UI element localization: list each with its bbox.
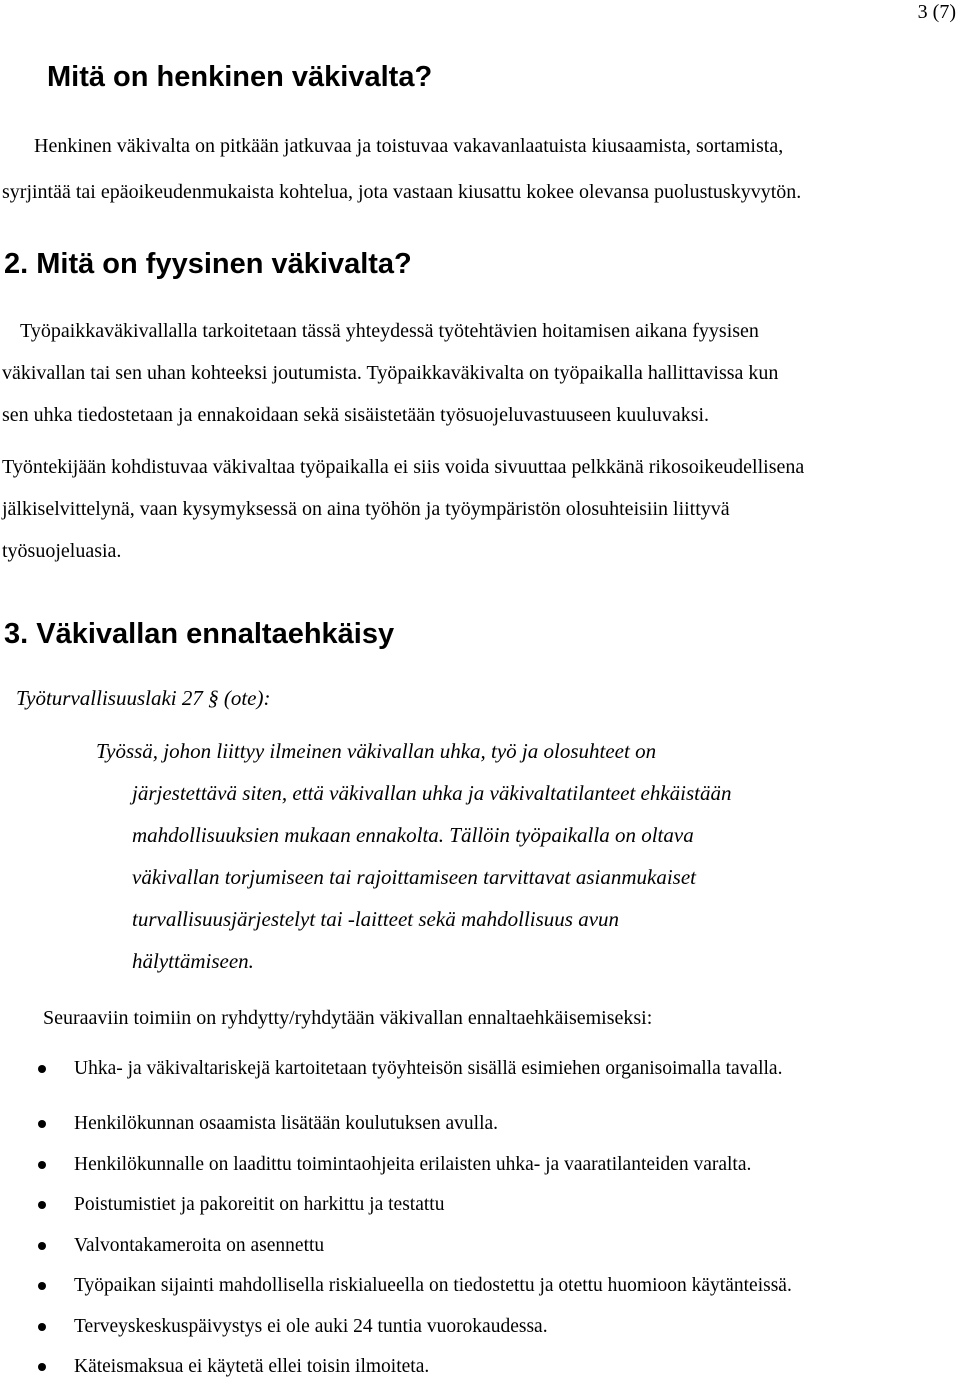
list-item — [0, 1151, 792, 1179]
list-item-text: Käteismaksua ei käytetä ellei toisin ilmoiteta. — [74, 1356, 430, 1377]
paragraph-line: väkivallan tai sen uhan kohteeksi joutumista. Työpaikkaväkivalta on työpaikalla hallittavissa kun — [2, 362, 779, 384]
paragraph-line: jälkiselvittelynä, vaan kysymyksessä on aina työhön ja työympäristön olosuhteisiin liittyvä — [2, 498, 730, 520]
list-item — [0, 1191, 792, 1219]
bullet-icon — [38, 1242, 46, 1250]
bullet-icon — [38, 1120, 46, 1128]
section-heading-physical-violence: 2. Mitä on fyysinen väkivalta? — [4, 248, 412, 280]
list-item — [0, 1313, 792, 1341]
bullet-icon — [38, 1282, 46, 1290]
section-heading-mental-violence: Mitä on henkinen väkivalta? — [47, 61, 433, 93]
paragraph-line: Henkinen väkivalta on pitkään jatkuvaa ja toistuvaa vakavanlaatuista kiusaamista, sortamista, — [34, 135, 784, 157]
bullet-icon — [38, 1201, 46, 1209]
list-item — [0, 1055, 792, 1083]
page-number: 3 (7) — [917, 1, 956, 23]
bullet-icon — [38, 1363, 46, 1371]
paragraph-line: Työntekijään kohdistuvaa väkivaltaa työpaikalla ei siis voida sivuuttaa pelkkänä rikosoikeudellisena — [2, 456, 805, 478]
paragraph-line: syrjintää tai epäoikeudenmukaista kohtelua, jota vastaan kiusattu kokee olevansa puolustuskyvytön. — [2, 181, 802, 203]
list-item-text: Uhka- ja väkivaltariskejä kartoitetaan työyhteisön sisällä esimiehen organisoimalla tavalla. — [74, 1058, 783, 1079]
quote-line: mahdollisuuksien mukaan ennakolta. Tällöin työpaikalla on oltava — [132, 823, 694, 847]
quote-line: hälyttämiseen. — [132, 949, 254, 973]
list-item — [0, 1272, 792, 1300]
paragraph-line: Työpaikkaväkivallalla tarkoitetaan tässä yhteydessä työtehtävien hoitamisen aikana fyysisen — [20, 320, 759, 342]
list-item-text: Henkilökunnalle on laadittu toimintaohjeita erilaisten uhka- ja vaaratilanteiden varalta. — [74, 1154, 752, 1175]
list-item — [0, 1232, 792, 1260]
law-quote — [96, 736, 732, 988]
list-item-text: Valvontakameroita on asennettu — [74, 1235, 325, 1256]
bullet-icon — [38, 1161, 46, 1169]
measures-intro: Seuraaviin toimiin on ryhdytty/ryhdytään väkivallan ennaltaehkäisemiseksi: — [43, 1007, 653, 1029]
list-item — [0, 1110, 792, 1138]
list-item-text: Työpaikan sijainti mahdollisella riskialueella on tiedostettu ja otettu huomioon käytänteissä. — [74, 1275, 792, 1296]
list-item-text: Henkilökunnan osaamista lisätään koulutuksen avulla. — [74, 1113, 499, 1134]
bullet-icon — [38, 1323, 46, 1331]
law-reference: Työturvallisuuslaki 27 § (ote): — [16, 686, 271, 710]
measures-list — [0, 1055, 792, 1381]
paragraph-line: sen uhka tiedostetaan ja ennakoidaan sekä sisäistetään työsuojeluvastuuseen kuuluvaksi. — [2, 404, 710, 426]
bullet-icon — [38, 1065, 46, 1073]
section-heading-prevention: 3. Väkivallan ennaltaehkäisy — [4, 618, 395, 650]
list-item-text: Poistumistiet ja pakoreitit on harkittu ja testattu — [74, 1194, 445, 1215]
quote-line: Työssä, johon liittyy ilmeinen väkivallan uhka, työ ja olosuhteet on — [96, 739, 657, 763]
quote-line: järjestettävä siten, että väkivallan uhka ja väkivaltatilanteet ehkäistään — [132, 781, 732, 805]
quote-line: väkivallan torjumiseen tai rajoittamiseen tarvittavat asianmukaiset — [132, 865, 697, 889]
list-item-text: Terveyskeskuspäivystys ei ole auki 24 tuntia vuorokaudessa. — [74, 1316, 548, 1337]
paragraph-line: työsuojeluasia. — [2, 540, 122, 562]
quote-line: turvallisuusjärjestelyt tai -laitteet sekä mahdollisuus avun — [132, 907, 620, 931]
employee-violence-paragraph — [2, 446, 960, 572]
list-item — [0, 1353, 792, 1381]
workplace-violence-paragraph — [2, 310, 960, 436]
mental-violence-paragraph — [2, 123, 960, 215]
